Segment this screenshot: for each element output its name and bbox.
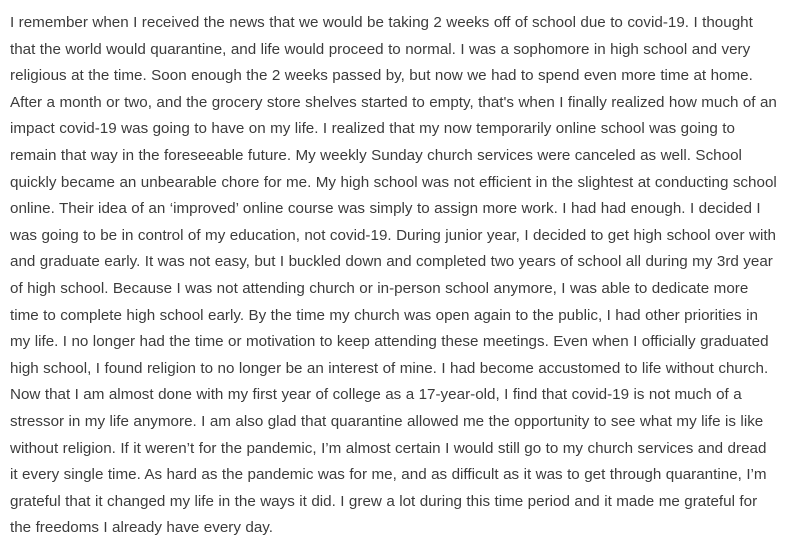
essay-paragraph: I remember when I received the news that we would be taking 2 weeks off of school due to covid-19. I thought that the world would quarantine, and life would proceed to normal. I was a sophomore in high school and very religious at the time. Soon enough the 2 weeks passed by, but now we had to spend even more time at home. After a month or two, and the grocery store shelves started to empty, that's when I finally realized how much of an impact covid-19 was going to have on my life. I realized that my now temporarily online school was going to remain that way in the foreseeable future. My weekly Sunday church services were canceled as well. School quickly became an unbearable chore for me. My high school was not efficient in the slightest at conducting school online. Their idea of an ‘improved’ online course was simply to assign more work. I had had enough. I decided I was going to be in control of my education, not covid-19. During junior year, I decided to get high school over with and graduate early. It was not easy, but I buckled down and completed two years of school all during my 3rd year of high school. Because I was not attending church or in-person school anymore, I was able to dedicate more time to complete high school early. By the time my church was open again to the public, I had other priorities in my life. I no longer had the time or motivation to keep attending these meetings. Even when I officially graduated high school, I found religion to no longer be an interest of mine. I had become accustomed to life without church. Now that I am almost done with my first year of college as a 17-year-old, I find that covid-19 is not much of a stressor in my life anymore. I am also glad that quarantine allowed me the opportunity to see what my life is like without religion. If it weren’t for the pandemic, I’m almost certain I would still go to my church services and dread it every single time. As hard as the pandemic was for me, and as difficult as it was to get through quarantine, I’m grateful that it changed my life in the ways it did. I grew a lot during this time period and it made me grateful for the freedoms I already have every day. <box>10 14 777 537</box>
